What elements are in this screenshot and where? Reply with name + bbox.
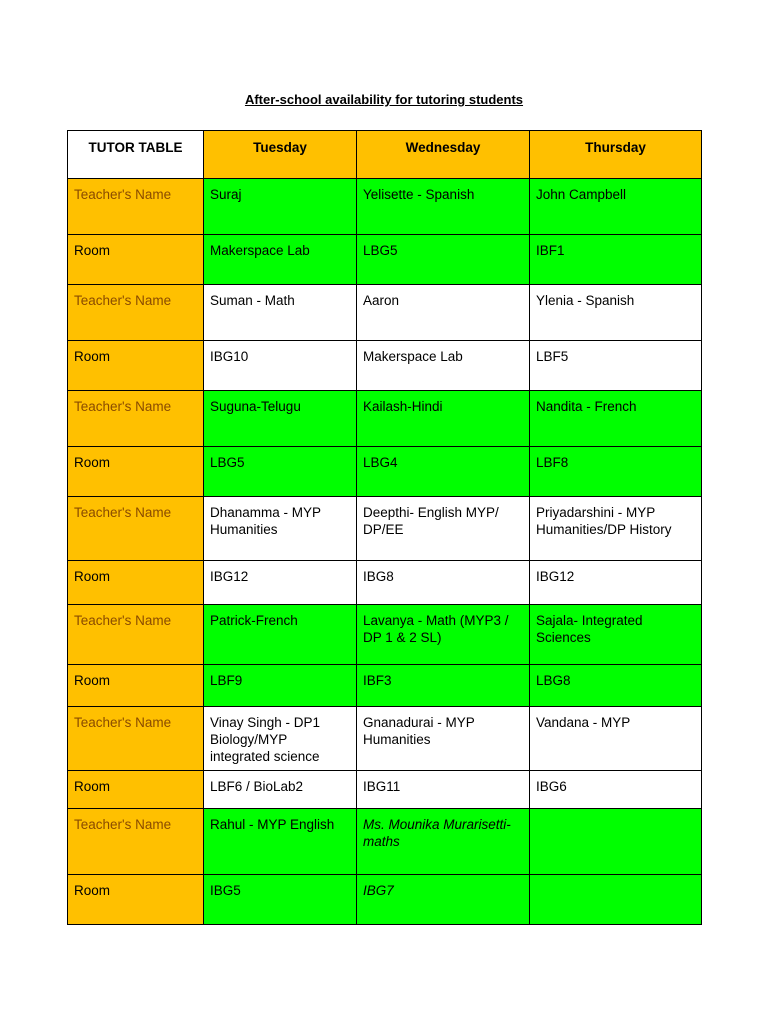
teacher-cell-wednesday: Aaron [357,285,530,341]
table-row [68,391,702,447]
teacher-cell-tuesday: Patrick-French [204,605,357,665]
row-label-room: Room [68,447,204,497]
row-label-teacher-name: Teacher's Name [68,285,204,341]
teacher-cell-tuesday: Suman - Math [204,285,357,341]
room-cell-thursday: LBF5 [530,341,702,391]
header-row [68,131,702,179]
page-title: After-school availability for tutoring students [244,92,524,107]
day-header-thursday: Thursday [530,131,702,179]
room-cell-tuesday: IBG5 [204,875,357,925]
tutor-table [67,130,702,925]
teacher-cell-wednesday: Kailash-Hindi [357,391,530,447]
table-row [68,497,702,561]
room-cell-tuesday: LBF6 / BioLab2 [204,771,357,809]
teacher-cell-wednesday: Yelisette - Spanish [357,179,530,235]
table-row [68,285,702,341]
row-label-room: Room [68,875,204,925]
row-label-room: Room [68,665,204,707]
row-label-room: Room [68,561,204,605]
room-cell-wednesday: IBG8 [357,561,530,605]
table-row [68,875,702,925]
table-body [68,179,702,925]
teacher-cell-tuesday: Suraj [204,179,357,235]
teacher-cell-tuesday: Vinay Singh - DP1 Biology/MYP integrated science [204,707,357,771]
row-label-room: Room [68,771,204,809]
teacher-cell-tuesday: Rahul - MYP English [204,809,357,875]
teacher-cell-wednesday: Ms. Mounika Murarisetti- maths [357,809,530,875]
room-cell-tuesday: LBF9 [204,665,357,707]
room-cell-wednesday: Makerspace Lab [357,341,530,391]
teacher-cell-thursday: John Campbell [530,179,702,235]
teacher-cell-thursday: Sajala- Integrated Sciences [530,605,702,665]
table-row [68,665,702,707]
row-label-teacher-name: Teacher's Name [68,809,204,875]
room-cell-thursday: IBF1 [530,235,702,285]
room-cell-thursday: LBF8 [530,447,702,497]
table-row [68,235,702,285]
table-row [68,809,702,875]
teacher-cell-wednesday: Gnanadurai - MYP Humanities [357,707,530,771]
day-header-wednesday: Wednesday [357,131,530,179]
room-cell-wednesday: IBF3 [357,665,530,707]
table-row [68,341,702,391]
room-cell-tuesday: IBG12 [204,561,357,605]
teacher-cell-tuesday: Dhanamma - MYP Humanities [204,497,357,561]
room-cell-wednesday: LBG4 [357,447,530,497]
table-row [68,179,702,235]
teacher-cell-thursday: Nandita - French [530,391,702,447]
row-label-teacher-name: Teacher's Name [68,707,204,771]
row-label-teacher-name: Teacher's Name [68,605,204,665]
room-cell-thursday: IBG6 [530,771,702,809]
corner-cell: TUTOR TABLE [68,131,204,179]
row-label-room: Room [68,341,204,391]
day-header-tuesday: Tuesday [204,131,357,179]
room-cell-wednesday: IBG7 [357,875,530,925]
room-cell-thursday: IBG12 [530,561,702,605]
table-row [68,771,702,809]
teacher-cell-tuesday: Suguna-Telugu [204,391,357,447]
teacher-cell-thursday: Ylenia - Spanish [530,285,702,341]
teacher-cell-wednesday: Lavanya - Math (MYP3 / DP 1 & 2 SL) [357,605,530,665]
table-row [68,707,702,771]
teacher-cell-thursday [530,809,702,875]
table-row [68,561,702,605]
row-label-teacher-name: Teacher's Name [68,391,204,447]
teacher-cell-thursday: Priyadarshini - MYP Humanities/DP History [530,497,702,561]
room-cell-thursday [530,875,702,925]
row-label-teacher-name: Teacher's Name [68,497,204,561]
room-cell-tuesday: IBG10 [204,341,357,391]
teacher-cell-wednesday: Deepthi- English MYP/ DP/EE [357,497,530,561]
row-label-room: Room [68,235,204,285]
table-row [68,447,702,497]
room-cell-thursday: LBG8 [530,665,702,707]
room-cell-tuesday: Makerspace Lab [204,235,357,285]
teacher-cell-thursday: Vandana - MYP [530,707,702,771]
room-cell-tuesday: LBG5 [204,447,357,497]
room-cell-wednesday: LBG5 [357,235,530,285]
room-cell-wednesday: IBG11 [357,771,530,809]
table-row [68,605,702,665]
row-label-teacher-name: Teacher's Name [68,179,204,235]
